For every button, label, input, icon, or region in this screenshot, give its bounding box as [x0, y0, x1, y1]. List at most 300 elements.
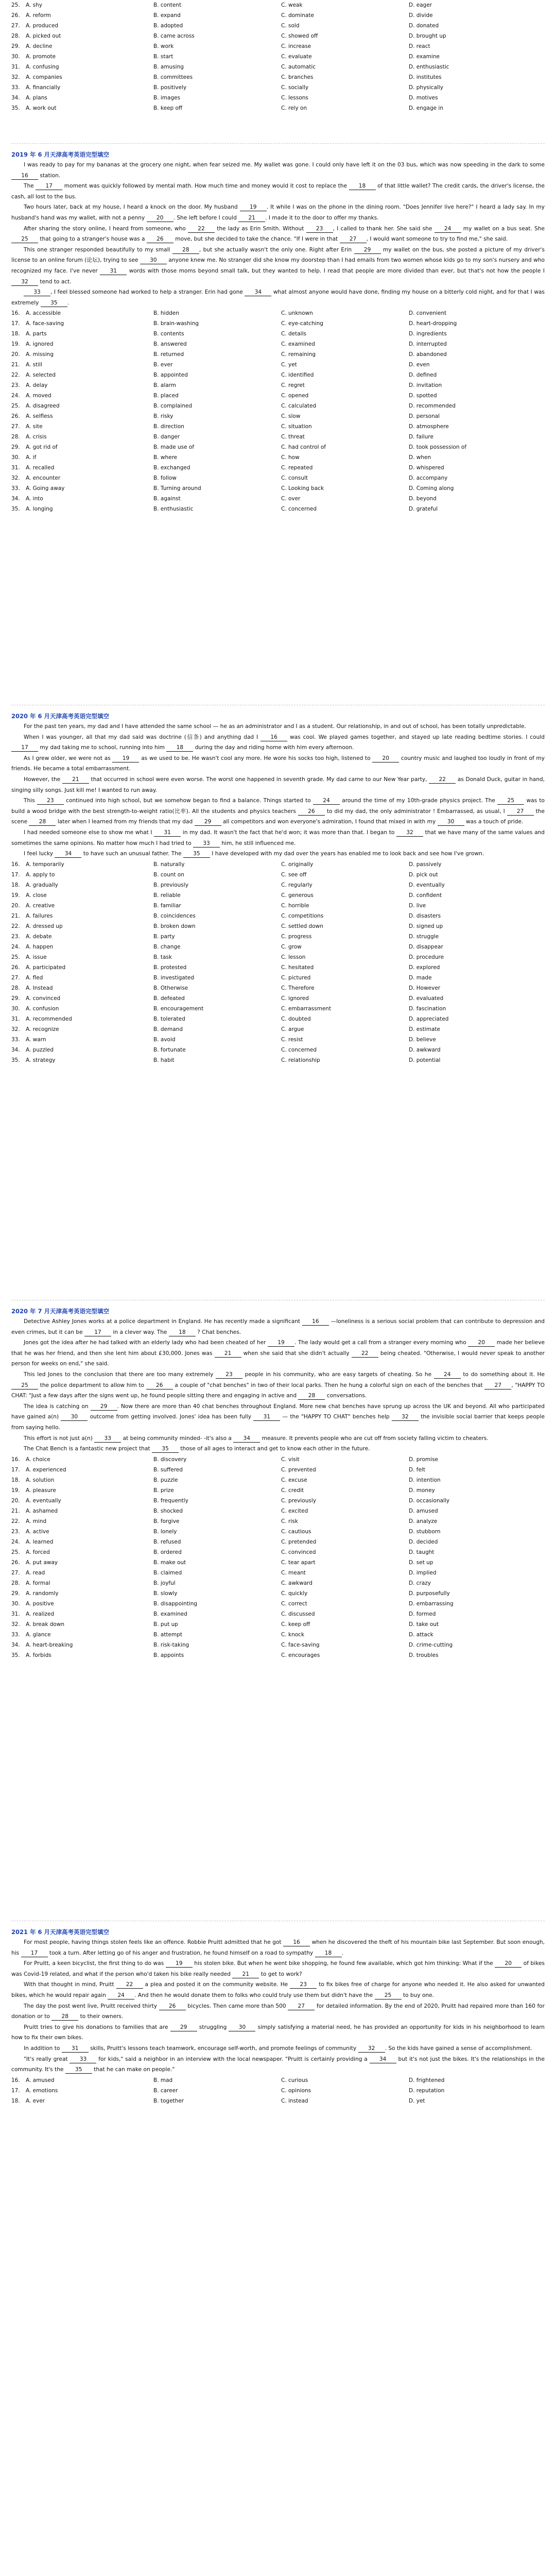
option-choice[interactable]: A. dressed up	[26, 923, 63, 929]
option-choice[interactable]: D. purposefully	[409, 1590, 450, 1597]
option-choice[interactable]: C. doubted	[281, 1015, 311, 1022]
option-choice[interactable]: D. formed	[409, 1611, 436, 1617]
option-choice[interactable]: C. opinions	[281, 2087, 311, 2094]
option-choice[interactable]: C. progress	[281, 933, 312, 940]
option-choice[interactable]: D. brought up	[409, 33, 446, 39]
option-choice[interactable]: D. yet	[409, 2097, 425, 2104]
option-choice[interactable]: D. ingredients	[409, 331, 447, 337]
answer-blank[interactable]: 32	[358, 2045, 385, 2053]
answer-blank[interactable]: 31	[253, 1413, 280, 1421]
option-choice[interactable]: C. relationship	[281, 1057, 320, 1063]
option-choice[interactable]: C. originally	[281, 861, 314, 868]
option-choice[interactable]: B. made use of	[153, 444, 195, 451]
option-choice[interactable]: B. slowly	[153, 1590, 178, 1597]
option-choice[interactable]: C. calculated	[281, 403, 317, 410]
option-choice[interactable]: C. see off	[281, 871, 307, 878]
option-choice[interactable]: C. awkward	[281, 1580, 312, 1586]
option-choice[interactable]: C. examined	[281, 341, 315, 348]
answer-blank[interactable]: 16	[260, 734, 287, 741]
option-choice[interactable]: D. attack	[409, 1631, 433, 1638]
answer-blank[interactable]: 20	[147, 214, 173, 222]
option-choice[interactable]: B. adopted	[153, 23, 183, 29]
option-choice[interactable]: A. happen	[26, 943, 54, 950]
option-choice[interactable]: C. quickly	[281, 1590, 308, 1597]
option-choice[interactable]: D. disasters	[409, 912, 441, 919]
option-choice[interactable]: D. embarrassing	[409, 1600, 454, 1607]
option-choice[interactable]: C. hesitated	[281, 964, 314, 971]
answer-blank[interactable]: 29	[170, 2024, 197, 2031]
option-choice[interactable]: D. stubborn	[409, 1528, 441, 1535]
answer-blank[interactable]: 34	[245, 289, 271, 296]
option-choice[interactable]: C. settled down	[281, 923, 323, 929]
option-choice[interactable]: B. follow	[153, 475, 177, 482]
option-choice[interactable]: A. apply to	[26, 871, 55, 878]
option-choice[interactable]: C. dominate	[281, 12, 314, 19]
option-choice[interactable]: B. examined	[153, 1611, 187, 1617]
option-choice[interactable]: C. discussed	[281, 1611, 315, 1617]
option-choice[interactable]: D. implied	[409, 1569, 437, 1576]
option-choice[interactable]: B. against	[153, 496, 181, 502]
option-choice[interactable]: B. expand	[153, 12, 181, 19]
answer-blank[interactable]: 22	[429, 776, 456, 784]
option-choice[interactable]: B. ever	[153, 362, 173, 368]
option-choice[interactable]: D. pick out	[409, 871, 438, 878]
option-choice[interactable]: D. took possession of	[409, 444, 467, 451]
answer-blank[interactable]: 31	[100, 267, 127, 275]
option-choice[interactable]: A. confusing	[26, 64, 59, 70]
option-choice[interactable]: C. credit	[281, 1487, 304, 1494]
option-choice[interactable]: D. abandoned	[409, 351, 447, 358]
option-choice[interactable]: C. over	[281, 496, 301, 502]
option-choice[interactable]: C. increase	[281, 43, 311, 49]
answer-blank[interactable]: 27	[484, 1382, 511, 1389]
option-choice[interactable]: C. situation	[281, 423, 312, 430]
option-choice[interactable]: D. awkward	[409, 1046, 441, 1053]
option-choice[interactable]: B. coincidences	[153, 912, 196, 919]
option-choice[interactable]: A. accessible	[26, 310, 61, 317]
option-choice[interactable]: C. eye-catching	[281, 320, 323, 327]
answer-blank[interactable]: 19	[268, 1339, 294, 1347]
option-choice[interactable]: A. longing	[26, 506, 53, 513]
answer-blank[interactable]: 30	[229, 2024, 255, 2031]
option-choice[interactable]: C. encourages	[281, 1652, 320, 1658]
answer-blank[interactable]: 35	[152, 1445, 179, 1453]
option-choice[interactable]: A. reform	[26, 12, 51, 19]
option-choice[interactable]: A. positive	[26, 1600, 54, 1607]
option-choice[interactable]: D. grateful	[409, 506, 438, 513]
option-choice[interactable]: C. concerned	[281, 506, 317, 513]
answer-blank[interactable]: 25	[497, 797, 524, 805]
option-choice[interactable]: D. personal	[409, 413, 440, 420]
option-choice[interactable]: C. tear apart	[281, 1559, 316, 1566]
option-choice[interactable]: C. regularly	[281, 882, 312, 888]
answer-blank[interactable]: 21	[238, 214, 265, 222]
option-choice[interactable]: D. beyond	[409, 496, 437, 502]
option-choice[interactable]: D. whispered	[409, 465, 444, 471]
option-choice[interactable]: A. selfless	[26, 413, 53, 420]
option-choice[interactable]: B. claimed	[153, 1569, 182, 1576]
option-choice[interactable]: B. avoid	[153, 1036, 176, 1043]
answer-blank[interactable]: 16	[302, 1318, 329, 1326]
option-choice[interactable]: D. felt	[409, 1466, 425, 1473]
option-choice[interactable]: C. meant	[281, 1569, 306, 1576]
option-choice[interactable]: A. convinced	[26, 995, 61, 1002]
option-choice[interactable]: B. hidden	[153, 310, 179, 317]
option-choice[interactable]: D. troubles	[409, 1652, 439, 1658]
option-choice[interactable]: C. ignored	[281, 995, 309, 1002]
option-choice[interactable]: A. encounter	[26, 475, 61, 482]
option-choice[interactable]: A. warn	[26, 1036, 46, 1043]
answer-blank[interactable]: 32	[396, 829, 423, 837]
option-choice[interactable]: C. previously	[281, 1497, 317, 1504]
option-choice[interactable]: B. protested	[153, 964, 187, 971]
option-choice[interactable]: A. decline	[26, 43, 53, 49]
option-choice[interactable]: A. delay	[26, 382, 48, 389]
option-choice[interactable]: A. break down	[26, 1621, 65, 1628]
option-choice[interactable]: B. party	[153, 933, 175, 940]
option-choice[interactable]: C. threat	[281, 434, 305, 440]
answer-blank[interactable]: 35	[183, 850, 210, 858]
option-choice[interactable]: B. naturally	[153, 861, 185, 868]
answer-blank[interactable]: 33	[94, 1435, 121, 1443]
option-choice[interactable]: B. together	[153, 2097, 184, 2104]
answer-blank[interactable]: 18	[166, 744, 193, 752]
answer-blank[interactable]: 22	[188, 225, 215, 233]
option-choice[interactable]: C. Therefore	[281, 985, 315, 991]
option-choice[interactable]: B. came across	[153, 33, 195, 39]
answer-blank[interactable]: 18	[315, 1950, 342, 1957]
option-choice[interactable]: B. disappointing	[153, 1600, 198, 1607]
option-choice[interactable]: B. where	[153, 454, 178, 461]
option-choice[interactable]: B. Otherwise	[153, 985, 188, 991]
answer-blank[interactable]: 26	[298, 808, 325, 816]
answer-blank[interactable]: 21	[62, 776, 89, 784]
option-choice[interactable]: C. excited	[281, 1507, 308, 1514]
answer-blank[interactable]: 29	[91, 1403, 117, 1411]
option-choice[interactable]: A. ignored	[26, 341, 54, 348]
option-choice[interactable]: D. react	[409, 43, 430, 49]
option-choice[interactable]: B. Turning around	[153, 485, 201, 492]
option-choice[interactable]: C. details	[281, 331, 306, 337]
option-choice[interactable]: A. produced	[26, 23, 59, 29]
option-choice[interactable]: A. recognize	[26, 1026, 59, 1032]
answer-blank[interactable]: 23	[290, 1981, 317, 1989]
option-choice[interactable]: C. branches	[281, 74, 314, 80]
option-choice[interactable]: D. fascination	[409, 1005, 446, 1012]
option-choice[interactable]: B. fortunate	[153, 1046, 186, 1053]
option-choice[interactable]: A. active	[26, 1528, 49, 1535]
option-choice[interactable]: B. content	[153, 2, 182, 8]
option-choice[interactable]: B. brain-washing	[153, 320, 199, 327]
option-choice[interactable]: C. slow	[281, 413, 301, 420]
option-choice[interactable]: D. institutes	[409, 74, 442, 80]
option-choice[interactable]: B. attempt	[153, 1631, 183, 1638]
answer-blank[interactable]: 21	[215, 1350, 241, 1358]
answer-blank[interactable]: 26	[146, 1382, 173, 1389]
option-choice[interactable]: A. read	[26, 1569, 45, 1576]
option-choice[interactable]: B. mad	[153, 2077, 173, 2083]
option-choice[interactable]: C. repeated	[281, 465, 313, 471]
option-choice[interactable]: C. pictured	[281, 974, 311, 981]
answer-blank[interactable]: 21	[232, 1971, 259, 1978]
option-choice[interactable]: A. ever	[26, 2097, 45, 2104]
option-choice[interactable]: D. enthusiastic	[409, 64, 449, 70]
option-choice[interactable]: A. put away	[26, 1559, 58, 1566]
option-choice[interactable]: A. creative	[26, 902, 55, 909]
answer-blank[interactable]: 24	[108, 1992, 134, 1999]
option-choice[interactable]: A. amused	[26, 2077, 55, 2083]
option-choice[interactable]: D. engage in	[409, 105, 444, 111]
option-choice[interactable]: C. lessons	[281, 95, 308, 101]
option-choice[interactable]: B. count on	[153, 871, 184, 878]
option-choice[interactable]: B. committees	[153, 74, 193, 80]
answer-blank[interactable]: 16	[283, 1939, 310, 1946]
option-choice[interactable]: B. change	[153, 943, 181, 950]
option-choice[interactable]: C. sold	[281, 23, 300, 29]
option-choice[interactable]: C. Looking back	[281, 485, 324, 492]
option-choice[interactable]: A. work out	[26, 105, 57, 111]
option-choice[interactable]: C. instead	[281, 2097, 308, 2104]
option-choice[interactable]: D. intention	[409, 1477, 441, 1483]
option-choice[interactable]: D. estimate	[409, 1026, 440, 1032]
option-choice[interactable]: A. still	[26, 362, 43, 368]
answer-blank[interactable]: 28	[29, 818, 56, 826]
answer-blank[interactable]: 30	[140, 257, 167, 264]
answer-blank[interactable]: 18	[169, 1329, 196, 1336]
option-choice[interactable]: A. choice	[26, 1456, 50, 1463]
option-choice[interactable]: C. socially	[281, 84, 309, 91]
option-choice[interactable]: C. opened	[281, 393, 309, 399]
answer-blank[interactable]: 22	[116, 1981, 143, 1989]
answer-blank[interactable]: 27	[288, 2003, 315, 2010]
option-choice[interactable]: C. embarrassment	[281, 1005, 332, 1012]
answer-blank[interactable]: 25	[11, 1382, 38, 1389]
option-choice[interactable]: B. broken down	[153, 923, 196, 929]
option-choice[interactable]: D. made	[409, 974, 432, 981]
answer-blank[interactable]: 31	[62, 2045, 89, 2053]
option-choice[interactable]: C. knock	[281, 1631, 305, 1638]
option-choice[interactable]: A. picked out	[26, 33, 61, 39]
answer-blank[interactable]: 34	[370, 2056, 396, 2063]
option-choice[interactable]: A. plans	[26, 95, 47, 101]
answer-blank[interactable]: 32	[11, 278, 38, 286]
answer-blank[interactable]: 17	[21, 1950, 48, 1957]
option-choice[interactable]: D. motives	[409, 95, 438, 101]
answer-blank[interactable]: 29	[354, 246, 381, 254]
option-choice[interactable]: B. put up	[153, 1621, 178, 1628]
option-choice[interactable]: C. unknown	[281, 310, 313, 317]
answer-blank[interactable]: 16	[11, 172, 38, 180]
answer-blank[interactable]: 34	[55, 850, 81, 858]
option-choice[interactable]: B. habit	[153, 1057, 175, 1063]
option-choice[interactable]: C. had control of	[281, 444, 326, 451]
option-choice[interactable]: B. start	[153, 54, 173, 60]
option-choice[interactable]: B. ordered	[153, 1549, 182, 1555]
option-choice[interactable]: A. temporarily	[26, 861, 64, 868]
option-choice[interactable]: B. work	[153, 43, 174, 49]
answer-blank[interactable]: 24	[313, 797, 340, 805]
option-choice[interactable]: A. forbids	[26, 1652, 51, 1658]
answer-blank[interactable]: 22	[352, 1350, 378, 1358]
option-choice[interactable]: B. forgive	[153, 1518, 180, 1524]
option-choice[interactable]: A. shy	[26, 2, 43, 8]
option-choice[interactable]: C. yet	[281, 362, 297, 368]
option-choice[interactable]: A. got rid of	[26, 444, 58, 451]
option-choice[interactable]: A. fled	[26, 974, 43, 981]
option-choice[interactable]: C. risk	[281, 1518, 298, 1524]
option-choice[interactable]: B. placed	[153, 393, 179, 399]
option-choice[interactable]: B. risk-taking	[153, 1641, 189, 1648]
answer-blank[interactable]: 28	[51, 2013, 78, 2021]
option-choice[interactable]: B. alarm	[153, 382, 177, 389]
option-choice[interactable]: D. invitation	[409, 382, 442, 389]
option-choice[interactable]: B. familiar	[153, 902, 181, 909]
option-choice[interactable]: D. However	[409, 985, 441, 991]
option-choice[interactable]: A. ashamed	[26, 1507, 58, 1514]
option-choice[interactable]: D. divide	[409, 12, 433, 19]
option-choice[interactable]: D. recommended	[409, 403, 456, 410]
option-choice[interactable]: B. returned	[153, 351, 184, 358]
option-choice[interactable]: D. signed up	[409, 923, 443, 929]
option-choice[interactable]: D. analyze	[409, 1518, 438, 1524]
option-choice[interactable]: D. heart-dropping	[409, 320, 457, 327]
option-choice[interactable]: B. complained	[153, 403, 193, 410]
option-choice[interactable]: B. appointed	[153, 372, 188, 379]
option-choice[interactable]: A. heart-breaking	[26, 1641, 73, 1648]
option-choice[interactable]: B. positively	[153, 84, 187, 91]
answer-blank[interactable]: 35	[41, 299, 67, 307]
answer-blank[interactable]: 20	[372, 755, 399, 762]
option-choice[interactable]: B. joyful	[153, 1580, 176, 1586]
option-choice[interactable]: D. frightened	[409, 2077, 445, 2083]
answer-blank[interactable]: 17	[36, 182, 62, 190]
option-choice[interactable]: C. weak	[281, 2, 303, 8]
option-choice[interactable]: D. even	[409, 362, 430, 368]
option-choice[interactable]: C. regret	[281, 382, 305, 389]
option-choice[interactable]: C. visit	[281, 1456, 300, 1463]
answer-blank[interactable]: 24	[434, 1371, 461, 1379]
option-choice[interactable]: B. career	[153, 2087, 178, 2094]
option-choice[interactable]: C. pretended	[281, 1538, 317, 1545]
option-choice[interactable]: C. lesson	[281, 954, 306, 960]
option-choice[interactable]: C. concerned	[281, 1046, 317, 1053]
option-choice[interactable]: C. competitions	[281, 912, 324, 919]
option-choice[interactable]: B. tolerated	[153, 1015, 185, 1022]
option-choice[interactable]: D. donated	[409, 23, 439, 29]
option-choice[interactable]: B. shocked	[153, 1507, 183, 1514]
option-choice[interactable]: B. danger	[153, 434, 180, 440]
option-choice[interactable]: D. passively	[409, 861, 442, 868]
option-choice[interactable]: B. refused	[153, 1538, 181, 1545]
option-choice[interactable]: B. previously	[153, 882, 188, 888]
option-choice[interactable]: B. direction	[153, 423, 184, 430]
option-choice[interactable]: B. defeated	[153, 995, 185, 1002]
option-choice[interactable]: D. reputation	[409, 2087, 445, 2094]
option-choice[interactable]: D. disappear	[409, 943, 443, 950]
option-choice[interactable]: A. parts	[26, 331, 47, 337]
option-choice[interactable]: D. spotted	[409, 393, 437, 399]
option-choice[interactable]: A. glance	[26, 1631, 51, 1638]
option-choice[interactable]: A. strategy	[26, 1057, 56, 1063]
option-choice[interactable]: C. argue	[281, 1026, 304, 1032]
option-choice[interactable]: D. amused	[409, 1507, 438, 1514]
option-choice[interactable]: D. explored	[409, 964, 440, 971]
option-choice[interactable]: C. grow	[281, 943, 302, 950]
option-choice[interactable]: D. procedure	[409, 954, 444, 960]
option-choice[interactable]: A. learned	[26, 1538, 54, 1545]
option-choice[interactable]: D. promise	[409, 1456, 439, 1463]
answer-blank[interactable]: 33	[70, 2056, 96, 2063]
option-choice[interactable]: B. puzzle	[153, 1477, 178, 1483]
answer-blank[interactable]: 17	[11, 744, 38, 752]
option-choice[interactable]: A. failures	[26, 912, 53, 919]
option-choice[interactable]: D. crazy	[409, 1580, 431, 1586]
answer-blank[interactable]: 32	[392, 1413, 419, 1421]
option-choice[interactable]: D. struggle	[409, 933, 439, 940]
option-choice[interactable]: C. identified	[281, 372, 314, 379]
option-choice[interactable]: D. decided	[409, 1538, 438, 1545]
option-choice[interactable]: A. disagreed	[26, 403, 60, 410]
answer-blank[interactable]: 28	[298, 1392, 325, 1400]
option-choice[interactable]: D. eager	[409, 2, 432, 8]
option-choice[interactable]: A. pleasure	[26, 1487, 56, 1494]
option-choice[interactable]: D. defined	[409, 372, 437, 379]
answer-blank[interactable]: 25	[375, 1992, 402, 1999]
answer-blank[interactable]: 23	[216, 1371, 242, 1379]
option-choice[interactable]: A. financially	[26, 84, 61, 91]
option-choice[interactable]: B. keep off	[153, 105, 183, 111]
option-choice[interactable]: A. randomly	[26, 1590, 59, 1597]
option-choice[interactable]: B. prize	[153, 1487, 174, 1494]
option-choice[interactable]: A. recommended	[26, 1015, 72, 1022]
option-choice[interactable]: A. close	[26, 892, 47, 899]
answer-blank[interactable]: 33	[193, 840, 220, 848]
answer-blank[interactable]: 29	[195, 818, 221, 826]
answer-blank[interactable]: 19	[166, 1960, 193, 1968]
option-choice[interactable]: A. solution	[26, 1477, 55, 1483]
option-choice[interactable]: D. failure	[409, 434, 433, 440]
option-choice[interactable]: A. debate	[26, 933, 52, 940]
option-choice[interactable]: C. consult	[281, 475, 308, 482]
option-choice[interactable]: C. convinced	[281, 1549, 316, 1555]
option-choice[interactable]: D. taught	[409, 1549, 435, 1555]
option-choice[interactable]: C. evaluate	[281, 54, 312, 60]
answer-blank[interactable]: 30	[61, 1413, 88, 1421]
answer-blank[interactable]: 19	[112, 755, 139, 762]
option-choice[interactable]: D. atmosphere	[409, 423, 449, 430]
option-choice[interactable]: B. enthusiastic	[153, 506, 194, 513]
option-choice[interactable]: C. automatic	[281, 64, 316, 70]
answer-blank[interactable]: 19	[240, 204, 267, 211]
option-choice[interactable]: A. selected	[26, 372, 56, 379]
option-choice[interactable]: A. forced	[26, 1549, 50, 1555]
option-choice[interactable]: C. showed off	[281, 33, 318, 39]
option-choice[interactable]: D. Coming along	[409, 485, 454, 492]
option-choice[interactable]: C. cautious	[281, 1528, 311, 1535]
option-choice[interactable]: B. suffered	[153, 1466, 183, 1473]
option-choice[interactable]: A. realized	[26, 1611, 55, 1617]
option-choice[interactable]: A. Going away	[26, 485, 65, 492]
option-choice[interactable]: D. accompany	[409, 475, 448, 482]
option-choice[interactable]: D. confident	[409, 892, 442, 899]
option-choice[interactable]: D. money	[409, 1487, 435, 1494]
option-choice[interactable]: A. moved	[26, 393, 51, 399]
answer-blank[interactable]: 17	[84, 1329, 111, 1336]
answer-blank[interactable]: 31	[154, 829, 181, 837]
answer-blank[interactable]: 28	[172, 246, 199, 254]
answer-blank[interactable]: 30	[438, 818, 464, 826]
option-choice[interactable]: C. how	[281, 454, 300, 461]
